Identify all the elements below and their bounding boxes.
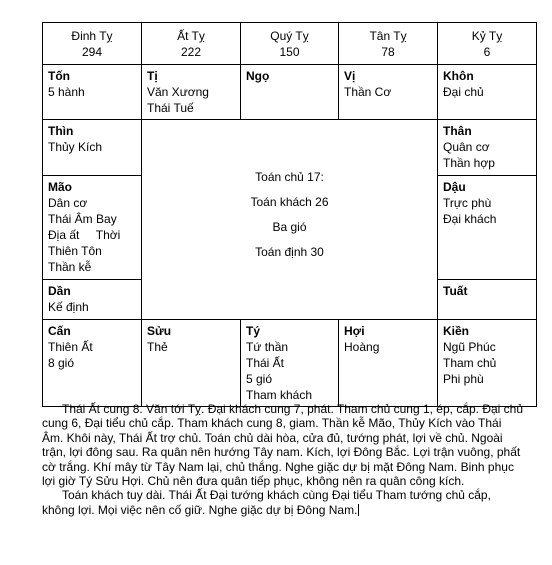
header-cell (43, 23, 142, 65)
cell-line: Thái Ất (246, 356, 285, 370)
cell-than (438, 120, 537, 176)
cell-line: Trực phù (443, 196, 492, 210)
header-name: Quý Tỵ (270, 28, 309, 43)
cell-label: Tuất (443, 284, 468, 298)
cell-line: Địa ất Thời (48, 228, 121, 242)
bottom-row (43, 320, 537, 407)
cell-dau (438, 176, 537, 280)
header-cell (142, 23, 241, 65)
cell-label: Tý (246, 324, 261, 338)
paragraph-2-text: Toán khách tuy dài. Thái Ất Đại tướng khách cùng Đại tiểu Tham tướng chủ cắp, không lợi. Mọi việc nên cố giữ. Nghe giặc dự bị Đông Nam. (42, 488, 491, 517)
cell-line: Thần kễ (48, 260, 92, 274)
paragraph-2 (42, 488, 524, 517)
header-cell (438, 23, 537, 65)
cell-label: Vị (344, 69, 356, 83)
cell-line: Thái Tuế (147, 101, 194, 115)
cell-line: Thái Âm Bay (48, 212, 117, 226)
center-line: Ba gió (272, 219, 307, 234)
cell-label: Sửu (147, 324, 172, 338)
cell-label: Dậu (443, 180, 466, 194)
cell-hoi (339, 320, 438, 407)
cell-line: 5 gió (246, 372, 273, 386)
header-name: Kỷ Tỵ (471, 28, 503, 43)
cell-kien (438, 320, 537, 407)
cell-line: 5 hành (48, 85, 85, 99)
header-name: Đinh Tỵ (71, 28, 113, 43)
cell-label: Ngọ (246, 69, 270, 83)
cell-label: Cấn (48, 324, 71, 338)
cell-line: Kế định (48, 300, 89, 314)
palace-chart (42, 22, 537, 407)
header-value: 150 (279, 44, 300, 59)
cell-label: Mão (48, 180, 72, 194)
cell-line: Hoàng (344, 340, 380, 354)
cell-vi (339, 65, 438, 120)
center-line: Toán định 30 (255, 244, 324, 259)
center-panel (142, 120, 438, 320)
cell-line: Tham khách (246, 388, 313, 402)
cell-line: Đại khách (443, 212, 497, 226)
text-cursor (358, 504, 359, 516)
cell-line: 8 gió (48, 356, 75, 370)
cell-ngo (241, 65, 339, 120)
center-line: Toán khách 26 (250, 194, 329, 209)
cell-line: Tham chủ (443, 356, 497, 370)
cell-line: Thủy Kích (48, 140, 103, 154)
cell-label: Tị (147, 69, 158, 83)
paragraph-1: Thái Ất cung 8. Văn tới Tỵ. Đại khách cung 7, phát. Tham chủ cung 1, ép, cắp. Đại chủ cung 6, Đại tiểu chủ cắp. Tham khách cung 8, giam. Thần kễ Mão, Thủy Kích vào Thái Âm. Khôi này, Thái Ất trợ chủ. Toán chủ dài hòa, cửa đủ, tướng phát, lợi về chủ. Ngoài trận, lợi đông sau. Ra quân nên hướng Tây nam. Kích, lợi Đông Bắc. Lợi trận vuông, phất cờ trắng. Khí mây từ Tây Nam lại, chủ thắng. Nghe giặc dự bị mặt Đông Nam. Binh phục lợi giờ Tý Sửu Hợi. Chủ nên đưa quân tiếp phục, không nên ra quân công kích. (42, 402, 524, 489)
top-row (43, 65, 537, 120)
cell-label: Hợi (344, 324, 365, 338)
header-value: 222 (180, 44, 202, 59)
cell-line: Đại chủ (443, 85, 484, 99)
cell-suu (142, 320, 241, 407)
cell-line: Thiên Ất (48, 340, 93, 354)
cell-line: Thiên Tôn (48, 244, 102, 258)
cell-tuat (438, 280, 537, 320)
cell-line: Văn Xương (147, 85, 209, 99)
header-cell (241, 23, 339, 65)
cell-line: Thần hợp (443, 156, 495, 170)
cell-line: Dân cơ (48, 196, 88, 210)
cell-line: Ngũ Phúc (443, 340, 496, 354)
cell-line: Thần Cơ (344, 85, 392, 99)
cell-khon (438, 65, 537, 120)
header-row (43, 23, 537, 65)
cell-ti (142, 65, 241, 120)
cell-label: Thân (443, 124, 472, 138)
header-name: Ất Tỵ (177, 28, 205, 43)
cell-line: Phi phù (443, 372, 484, 386)
body-text[interactable] (42, 402, 524, 517)
center-line: Toán chủ 17: (255, 169, 324, 184)
cell-line: Thẻ (147, 340, 168, 354)
cell-label: Kiền (443, 324, 470, 338)
cell-thin (43, 120, 142, 176)
middle-row-1 (43, 120, 537, 176)
cell-line: Quân cơ (443, 140, 490, 154)
header-value: 6 (483, 44, 491, 59)
cell-mao (43, 176, 142, 280)
cell-label: Tốn (48, 69, 70, 83)
cell-label: Khôn (443, 69, 474, 83)
cell-can (43, 320, 142, 407)
cell-label: Dần (48, 284, 71, 298)
cell-ton (43, 65, 142, 120)
cell-ty (241, 320, 339, 407)
cell-dan (43, 280, 142, 320)
header-cell (339, 23, 438, 65)
header-value: 294 (81, 44, 103, 59)
header-value: 78 (381, 44, 395, 59)
cell-line: Tứ thần (246, 340, 289, 354)
cell-label: Thìn (48, 124, 74, 138)
header-name: Tân Tỵ (369, 28, 407, 43)
